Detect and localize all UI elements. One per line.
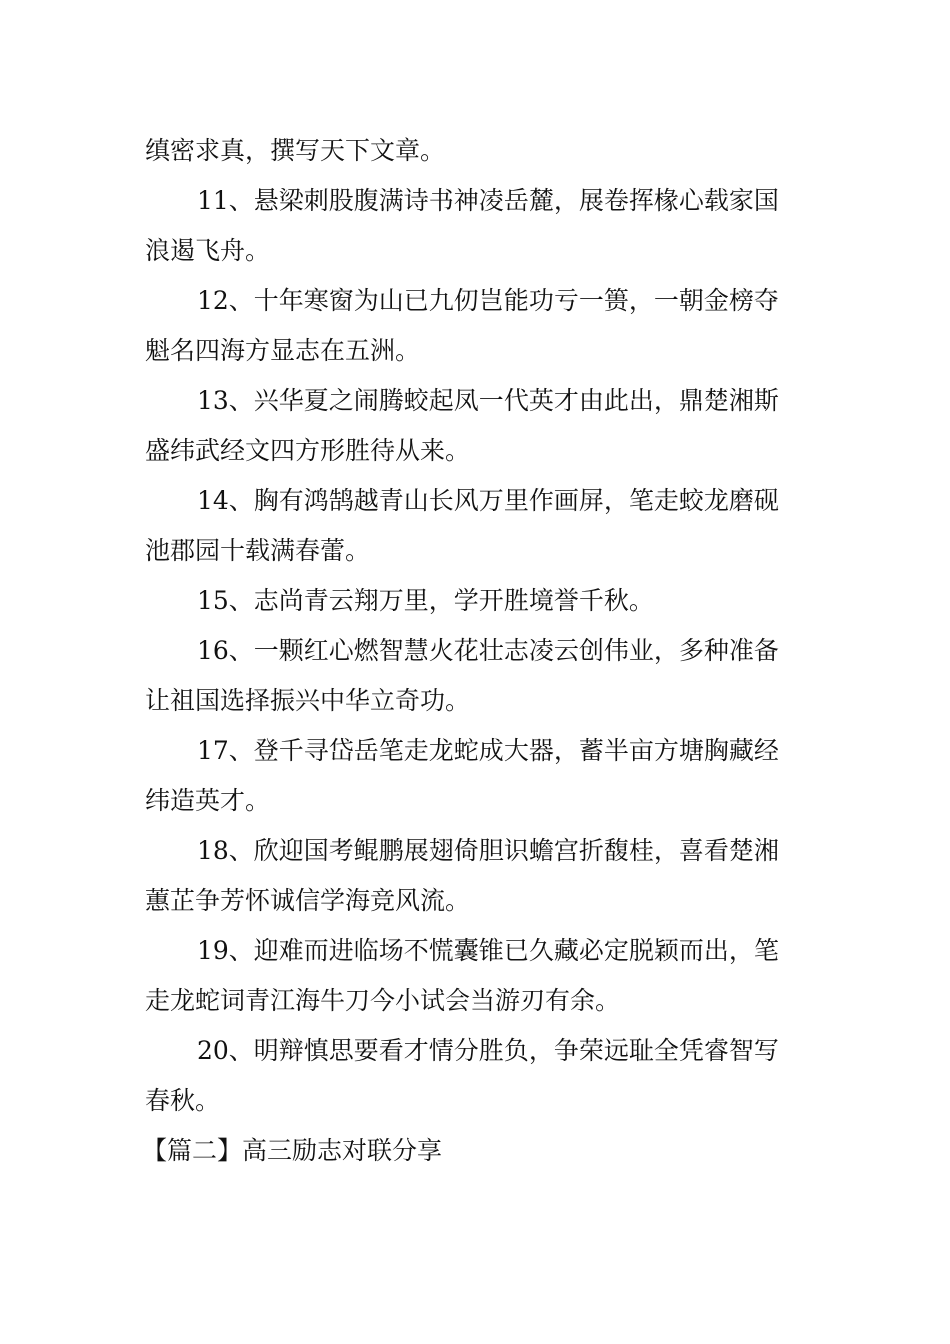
text-line: 17、登千寻岱岳笔走龙蛇成大器，蓄半亩方塘胸藏经	[197, 736, 779, 765]
text-line: 14、胸有鸿鹄越青山长风万里作画屏，笔走蛟龙磨砚	[197, 486, 779, 515]
couplet-19	[145, 926, 815, 1026]
text-line: 让祖国选择振兴中华立奇功。	[145, 686, 471, 715]
document-body	[142, 126, 815, 1176]
section-heading	[142, 1126, 815, 1176]
couplet-16	[145, 626, 815, 726]
paragraph-continuation	[145, 126, 815, 176]
couplet-12	[145, 276, 815, 376]
couplet-13	[145, 376, 815, 476]
text-line: 盛纬武经文四方形胜待从来。	[145, 436, 471, 465]
text-line: 池郡园十载满春蕾。	[145, 536, 371, 565]
text-line: 15、志尚青云翔万里，学开胜境誉千秋。	[197, 586, 654, 615]
couplet-15	[145, 576, 815, 626]
section-heading-text: 【篇二】高三励志对联分享	[142, 1136, 443, 1165]
text-line: 20、明辩慎思要看才情分胜负，争荣远耻全凭睿智写	[197, 1036, 779, 1065]
couplet-17	[145, 726, 815, 826]
text-line: 缜密求真，撰写天下文章。	[145, 136, 446, 165]
text-line: 18、欣迎国考鲲鹏展翅倚胆识蟾宫折馥桂，喜看楚湘	[197, 836, 779, 865]
text-line: 蕙芷争芳怀诚信学海竞风流。	[145, 886, 471, 915]
text-line: 16、一颗红心燃智慧火花壮志凌云创伟业，多种准备	[197, 636, 779, 665]
couplet-18	[145, 826, 815, 926]
text-line: 12、十年寒窗为山已九仞岂能功亏一篑，一朝金榜夺	[197, 286, 779, 315]
text-line: 春秋。	[145, 1086, 221, 1115]
text-line: 浪遏飞舟。	[145, 236, 271, 265]
text-line: 走龙蛇词青江海牛刀今小试会当游刃有余。	[145, 986, 621, 1015]
text-line: 魁名四海方显志在五洲。	[145, 336, 421, 365]
couplet-14	[145, 476, 815, 576]
couplet-20	[145, 1026, 815, 1126]
text-line: 11、悬梁刺股腹满诗书神凌岳麓，展卷挥椽心载家国	[197, 186, 779, 215]
text-line: 纬造英才。	[145, 786, 271, 815]
text-line: 19、迎难而进临场不慌囊锥已久藏必定脱颖而出，笔	[197, 936, 779, 965]
couplet-11	[145, 176, 815, 276]
text-line: 13、兴华夏之闹腾蛟起凤一代英才由此出，鼎楚湘斯	[197, 386, 779, 415]
